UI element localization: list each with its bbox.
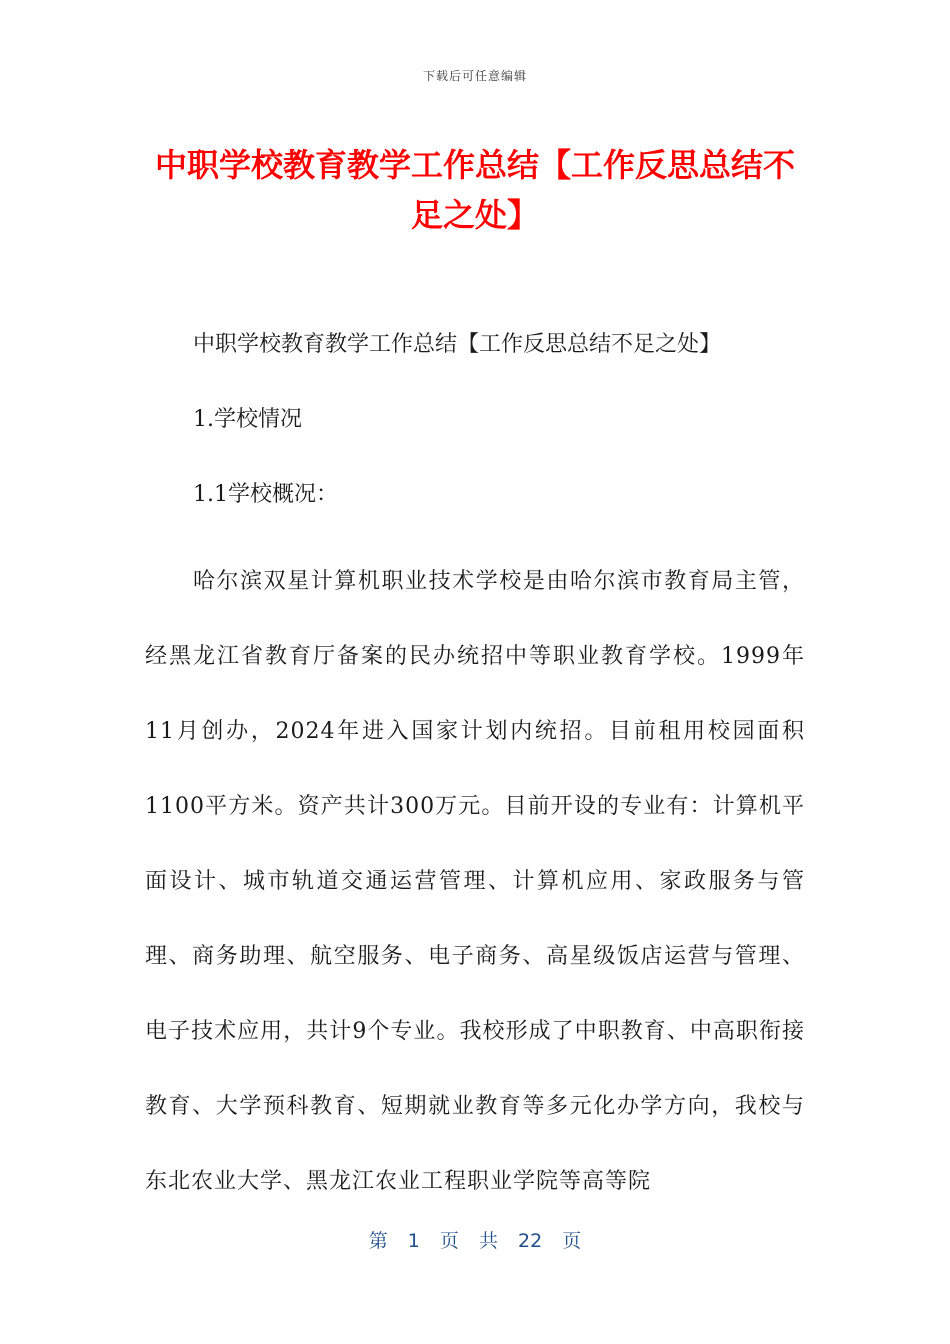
page-label-middle: 页 共 bbox=[439, 1230, 498, 1252]
header-note: 下载后可任意编辑 bbox=[422, 69, 527, 83]
page-label-prefix: 第 bbox=[368, 1230, 388, 1252]
page-total-number: 22 bbox=[518, 1230, 543, 1252]
document-title: 中职学校教育教学工作总结【工作反思总结不足之处】 bbox=[154, 146, 795, 234]
section-heading-1-1: 1.1学校概况： bbox=[193, 482, 338, 507]
section-heading-1: 1.学校情况 bbox=[193, 407, 302, 432]
page-footer bbox=[0, 1226, 950, 1253]
body-paragraph: 哈尔滨双星计算机职业技术学校是由哈尔滨市教育局主管，经黑龙江省教育厅备案的民办统招中等职业教育学校。1999年11月创办，2024年进入国家计划内统招。目前租用校园面积1100平方米。资产共计300万元。目前开设的专业有：计算机平面设计、城市轨道交通运营管理、计算机应用、家政服务与管理、商务助理、航空服务、电子商务、高星级饭店运营与管理、电子技术应用，共计9个专业。我校形成了中职教育、中高职衔接教育、大学预科教育、短期就业教育等多元化办学方向，我校与东北农业大学、黑龙江农业工程职业学院等高等院 bbox=[145, 569, 805, 1194]
document-subtitle: 中职学校教育教学工作总结【工作反思总结不足之处】 bbox=[193, 332, 722, 357]
page-label-suffix: 页 bbox=[562, 1230, 582, 1252]
page-current-number: 1 bbox=[407, 1230, 420, 1252]
